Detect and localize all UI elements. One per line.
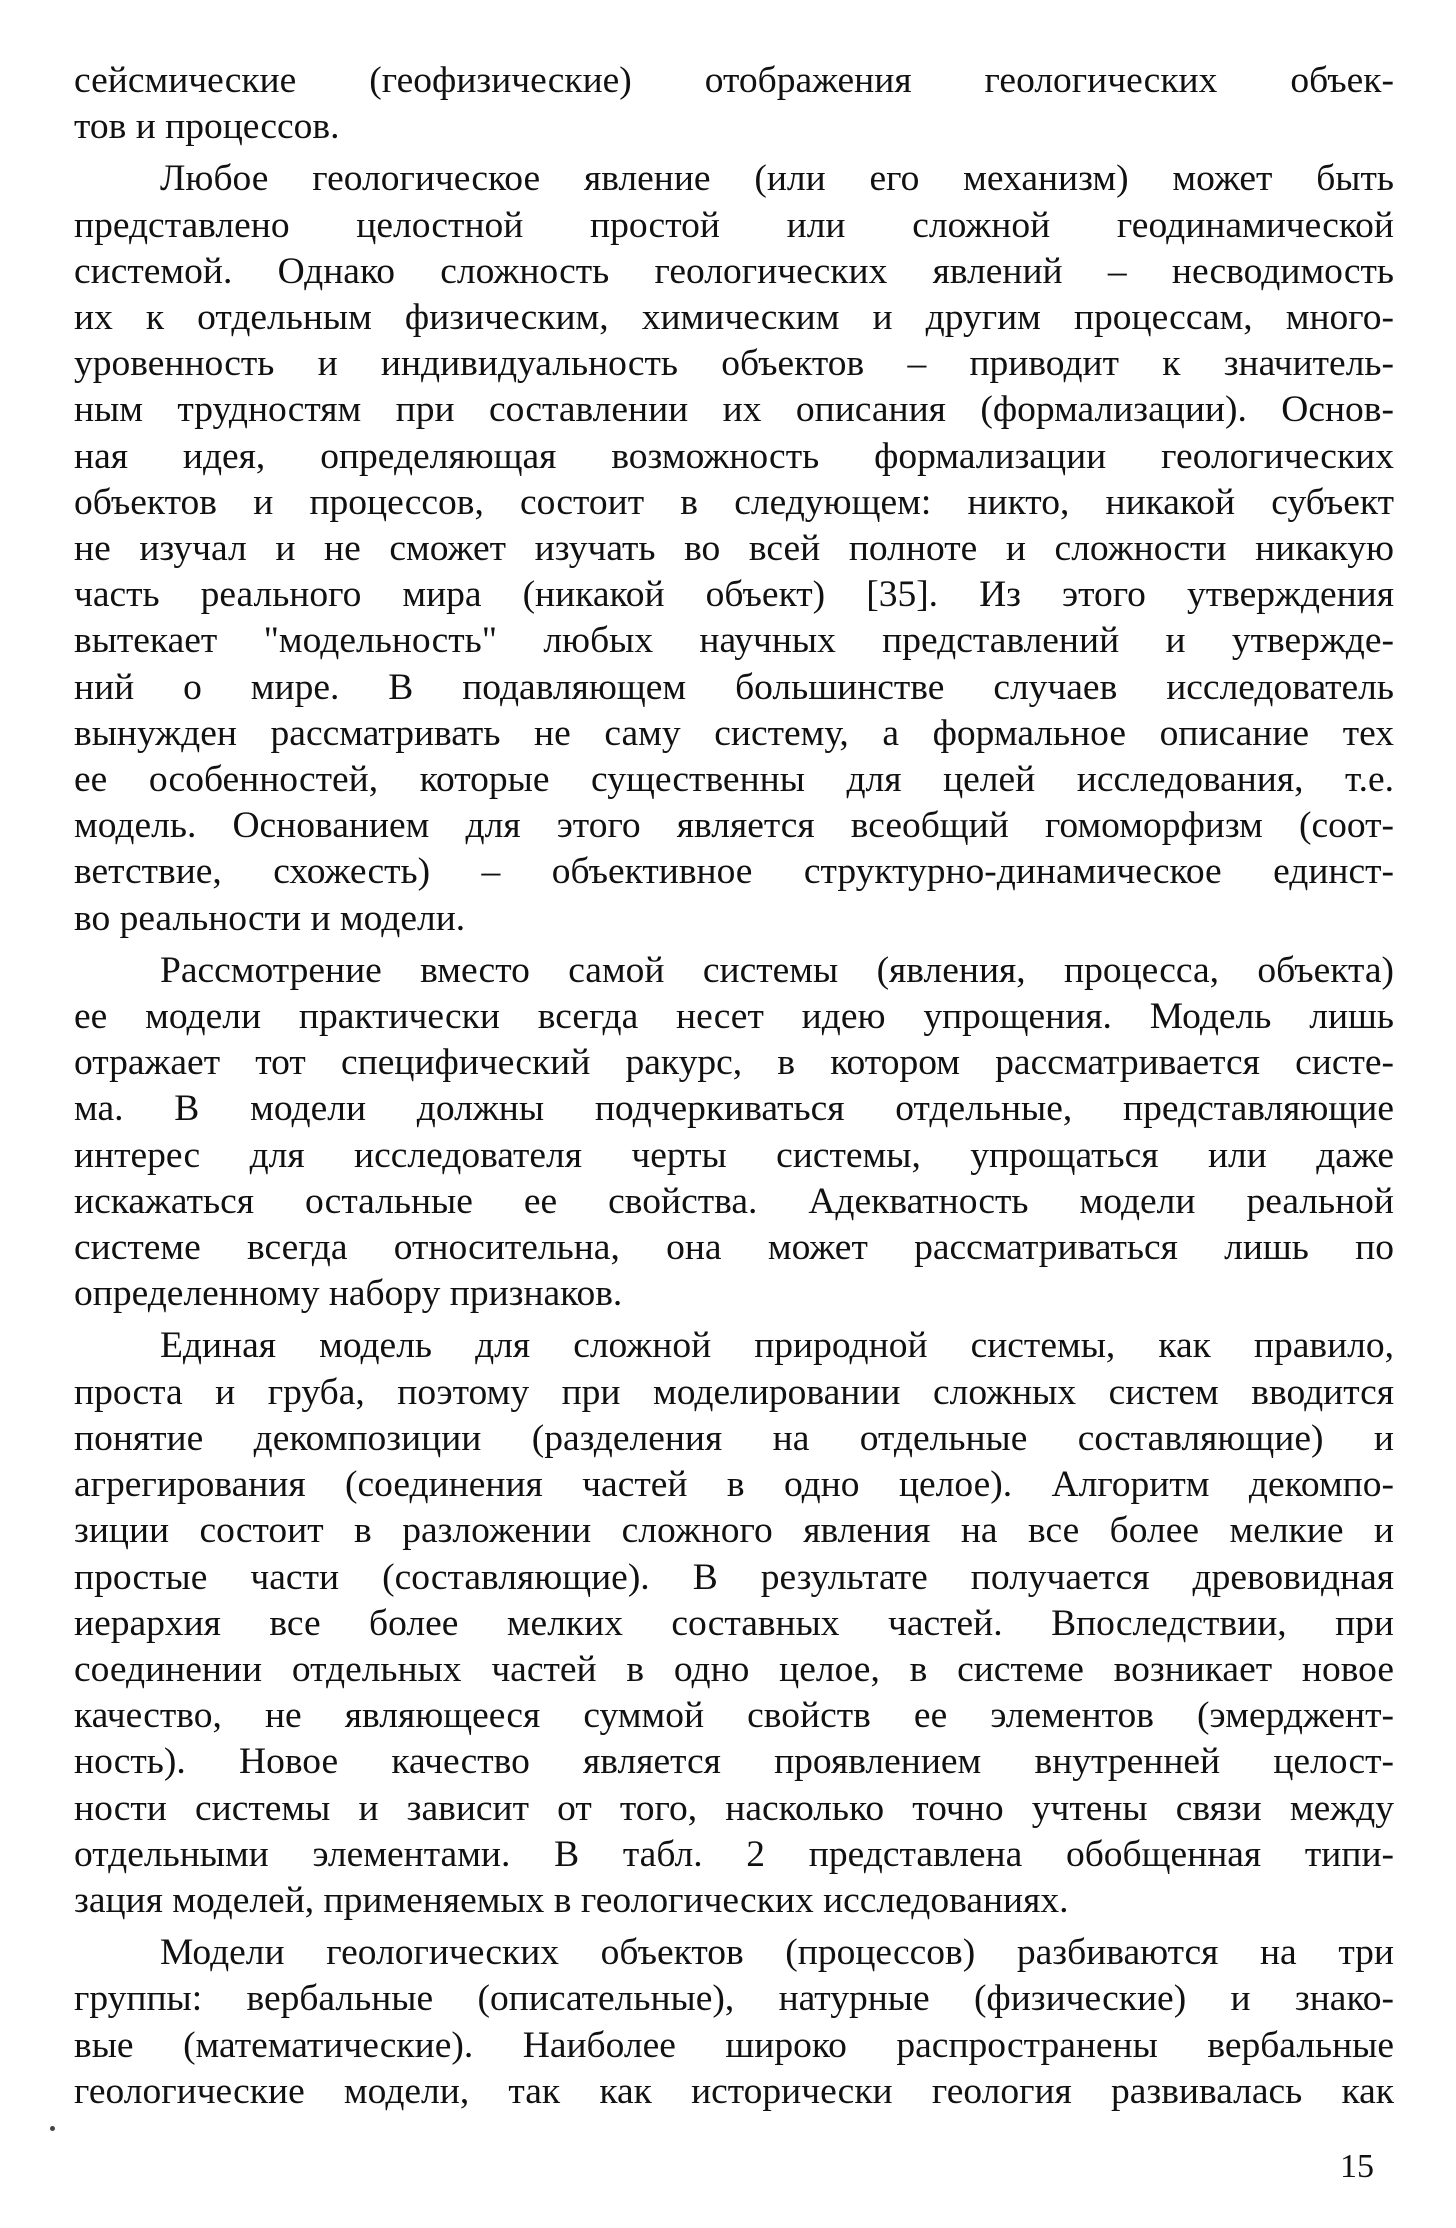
text-line: ным трудностям при составлении их описания (формализации). Основ- (74, 389, 1394, 431)
text-line: вытекает "модельность" любых научных представлений и утвержде- (74, 620, 1394, 662)
text-line: их к отдельным физическим, химическим и другим процессам, много- (74, 297, 1394, 339)
text-line: вые (математические). Наиболее широко распространены вербальные (74, 2024, 1394, 2066)
paragraph-model-simplification (74, 948, 1394, 1318)
text-line: объектов и процессов, состоит в следующем: никто, никакой субъект (74, 481, 1394, 523)
text-line: отражает тот специфический ракурс, в котором рассматривается систе- (74, 1042, 1394, 1084)
text-line: часть реального мира (никакой объект) [35]. Из этого утверждения (74, 574, 1394, 616)
text-line: ма. В модели должны подчеркиваться отдельные, представляющие (74, 1088, 1394, 1130)
text-line: ее модели практически всегда несет идею упрощения. Модель лишь (74, 996, 1394, 1038)
text-line: уровенность и индивидуальность объектов – приводит к значитель- (74, 343, 1394, 385)
text-line: отдельными элементами. В табл. 2 представлена обобщенная типи- (74, 1833, 1394, 1875)
text-line: искажаться остальные ее свойства. Адекватность модели реальной (74, 1180, 1394, 1222)
paragraph-model-groups (74, 1930, 1394, 2115)
text-line: Любое геологическое явление (или его механизм) может быть (160, 158, 1394, 200)
text-line: системой. Однако сложность геологических явлений – несводимость (74, 250, 1394, 292)
margin-dot (50, 2126, 55, 2131)
text-line: геологические модели, так как исторически геология развивалась как (74, 2070, 1394, 2112)
paragraph-intro-continuation (74, 58, 1394, 150)
text-line: агрегирования (соединения частей в одно целое). Алгоритм декомпо- (74, 1464, 1394, 1506)
text-line: ний о мире. В подавляющем большинстве случаев исследователь (74, 666, 1394, 708)
text-line: определенному набору признаков. (74, 1273, 623, 1315)
text-line: Модели геологических объектов (процессов) разбиваются на три (160, 1932, 1394, 1974)
text-line: вынужден рассматривать не саму систему, а формальное описание тех (74, 712, 1394, 754)
text-line: системе всегда относительна, она может рассматриваться лишь по (74, 1227, 1394, 1269)
text-line: Единая модель для сложной природной системы, как правило, (160, 1325, 1394, 1367)
text-line: не изучал и не сможет изучать во всей полноте и сложности никакую (74, 528, 1394, 570)
text-line: модель. Основанием для этого является всеобщий гомоморфизм (соот- (74, 805, 1394, 847)
text-line: качество, не являющееся суммой свойств ее элементов (эмерджент- (74, 1695, 1394, 1737)
page-number: 15 (1340, 2148, 1374, 2185)
text-line: зация моделей, применяемых в геологических исследованиях. (74, 1879, 1069, 1921)
text-line: представлено целостной простой или сложной геодинамической (74, 204, 1394, 246)
page-body (74, 58, 1394, 2115)
paragraph-decomposition (74, 1323, 1394, 1924)
text-line: простые части (составляющие). В результате получается древовидная (74, 1556, 1394, 1598)
text-line: группы: вербальные (описательные), натурные (физические) и знако- (74, 1978, 1394, 2020)
text-line: понятие декомпозиции (разделения на отдельные составляющие) и (74, 1417, 1394, 1459)
text-line: Рассмотрение вместо самой системы (явления, процесса, объекта) (160, 949, 1394, 991)
text-line: сейсмические (геофизические) отображения геологических объек- (74, 60, 1394, 101)
text-line: ветствие, схожесть) – объективное структурно-динамическое единст- (74, 851, 1394, 893)
text-line: ее особенностей, которые существенны для целей исследования, т.е. (74, 759, 1394, 801)
text-line: тов и процессов. (74, 106, 340, 148)
text-line: ность). Новое качество является проявлением внутренней целост- (74, 1741, 1394, 1783)
text-line: ности системы и зависит от того, насколько точно учтены связи между (74, 1787, 1394, 1829)
text-line: во реальности и модели. (74, 897, 466, 939)
text-line: проста и груба, поэтому при моделировании сложных систем вводится (74, 1371, 1394, 1413)
text-line: зиции состоит в разложении сложного явления на все более мелкие и (74, 1510, 1394, 1552)
text-line: иерархия все более мелких составных частей. Впоследствии, при (74, 1602, 1394, 1644)
text-line: ная идея, определяющая возможность формализации геологических (74, 435, 1394, 477)
text-line: соединении отдельных частей в одно целое, в системе возникает новое (74, 1648, 1394, 1690)
text-line: интерес для исследователя черты системы, упрощаться или даже (74, 1134, 1394, 1176)
paragraph-geodynamic-systems (74, 156, 1394, 941)
